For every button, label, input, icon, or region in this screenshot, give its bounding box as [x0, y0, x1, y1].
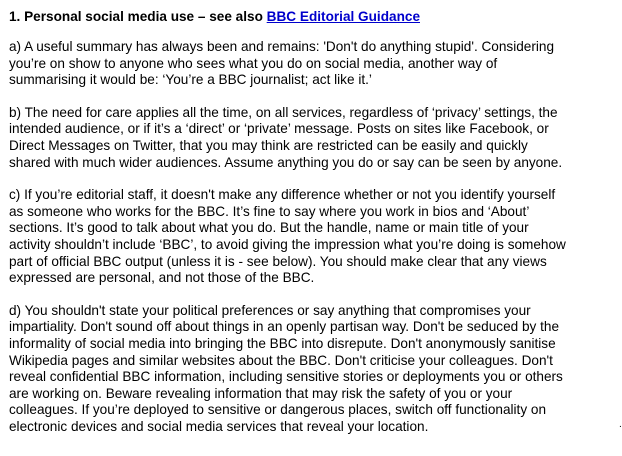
- paragraph-line: you’re on show to anyone who sees what you do on social media, another way of: [9, 55, 498, 71]
- paragraph-line: informality of social media into bringing the BBC into disrepute. Don't anonymously sanitise: [9, 335, 556, 351]
- paragraph-line: sections. It’s good to talk about what you do. But the handle, name or main title of your: [9, 220, 529, 236]
- paragraph-c: [9, 187, 615, 287]
- paragraph-line: part of official BBC output (unless it is - see below). You should make clear that any views: [9, 253, 547, 269]
- paragraph-line: intended audience, or if it’s a ‘direct’ or ‘private’ message. Posts on sites like Facebook, or: [9, 121, 549, 137]
- paragraph-line: shared with much wider audiences. Assume anything you do or say can be seen by anyone.: [9, 154, 563, 170]
- paragraph-line: a) A useful summary has always been and remains: 'Don't do anything stupid'. Considering: [9, 39, 555, 54]
- paragraph-line: summarising it would be: ‘You’re a BBC journalist; act like it.’: [9, 72, 372, 88]
- paragraph-line: reveal confidential BBC information, including sensitive stories or deployments you or others: [9, 369, 563, 385]
- section-heading-text: 1. Personal social media use – see also: [9, 9, 263, 24]
- paragraph-line: are working on. Beware revealing information that may risk the safety of you or your: [9, 385, 513, 401]
- paragraph-line: activity shouldn’t include ‘BBC’, to avoid giving the impression what you’re doing is somehow: [9, 236, 566, 252]
- paragraph-line: as someone who works for the BBC. It’s fine to say where you work in bios and ‘About’: [9, 203, 530, 219]
- paragraph-line: Direct Messages on Twitter, that you may think are restricted can be easily and quickly: [9, 137, 528, 153]
- paragraph-line: d) You shouldn't state your political preferences or say anything that compromises your: [9, 302, 531, 318]
- paragraph-line: impartiality. Don't sound off about things in an openly partisan way. Don't be seduced by the: [9, 319, 560, 335]
- stray-mark: .: [619, 419, 622, 430]
- section-heading: [9, 7, 615, 27]
- paragraph-line: electronic devices and social media services that reveal your location.: [9, 418, 429, 434]
- bbc-editorial-guidance-link[interactable]: BBC Editorial Guidance: [266, 9, 420, 24]
- document: [9, 7, 615, 451]
- paragraph-line: colleagues. If you’re deployed to sensitive or dangerous places, switch off functionality on: [9, 402, 547, 418]
- paragraph-line: Wikipedia pages and similar websites about the BBC. Don't criticise your colleagues. Don't: [9, 352, 553, 368]
- paragraph-line: c) If you’re editorial staff, it doesn't make any difference whether or not you identify yourself: [9, 187, 556, 203]
- paragraph-b: [9, 105, 615, 171]
- paragraph-line: b) The need for care applies all the time, on all services, regardless of ‘privacy’ settings, the: [9, 104, 558, 120]
- paragraph-d: [9, 303, 615, 436]
- paragraph-line: expressed are personal, and not those of the BBC.: [9, 270, 315, 286]
- paragraph-a: [9, 39, 615, 89]
